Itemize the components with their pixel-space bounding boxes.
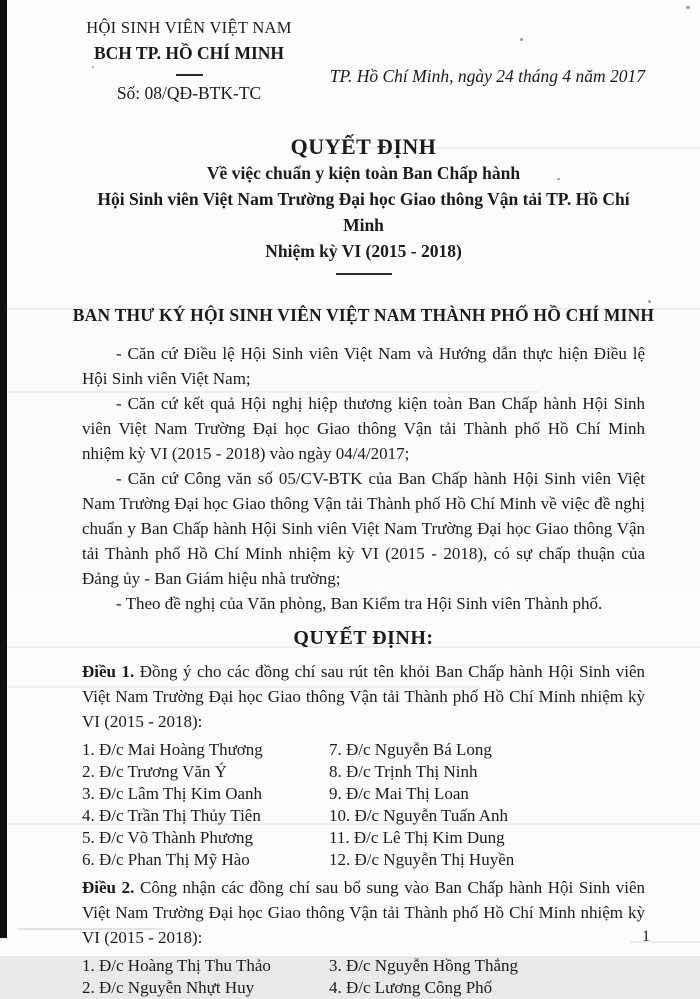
- preamble-clause: - Căn cứ Công văn số 05/CV-BTK của Ban Chấp hành Hội Sinh viên Việt Nam Trường Đại học Giao thông Vận tải Thành phố Hồ Chí Minh về việc đề nghị chuẩn y Ban Chấp hành Hội Sinh viên Việt Nam Trường Đại học Giao thông Vận tải Thành phố Hồ Chí Minh nhiệm kỳ VI (2015 - 2018), có sự chấp thuận của Đảng ủy - Ban Giám hiệu nhà trường;: [82, 469, 645, 588]
- issuing-org-block: [60, 18, 318, 104]
- preamble-clause: - Theo đề nghị của Văn phòng, Ban Kiểm tra Hội Sinh viên Thành phố.: [116, 594, 603, 613]
- list-item: 4. Đ/c Lương Công Phố: [329, 978, 493, 997]
- name-list-right-column: [329, 739, 514, 871]
- list-item: 2. Đ/c Nguyễn Nhựt Huy: [82, 978, 255, 997]
- article-2-body: Công nhận các đồng chí sau bổ sung vào Ban Chấp hành Hội Sinh viên Việt Nam Trường Đại học Giao thông Vận tải Thành phố Hồ Chí Minh nhiệm kỳ VI (2015 - 2018):: [82, 878, 646, 947]
- list-item: 3. Đ/c Nguyễn Hồng Thắng: [329, 956, 519, 975]
- preamble-section: [82, 341, 645, 616]
- list-item: 11. Đ/c Lê Thị Kim Dung: [329, 828, 505, 847]
- title-term-line: Nhiệm kỳ VI (2015 - 2018): [265, 241, 462, 261]
- scan-artifact-line: [0, 823, 700, 825]
- decision-heading: QUYẾT ĐỊNH:: [293, 627, 434, 649]
- article-1-label: Điều 1.: [82, 662, 135, 681]
- list-item: 3. Đ/c Lâm Thị Kim Oanh: [82, 784, 263, 803]
- preamble-clause: - Căn cứ Điều lệ Hội Sinh viên Việt Nam và Hướng dẫn thực hiện Điều lệ Hội Sinh viên Việt Nam;: [82, 344, 645, 388]
- org-name: HỘI SINH VIÊN VIỆT NAM: [86, 18, 292, 37]
- document-number: Số: 08/QĐ-BTK-TC: [116, 83, 262, 103]
- list-item: 6. Đ/c Phan Thị Mỹ Hào: [82, 850, 250, 869]
- place-date-line: TP. Hồ Chí Minh, ngày 24 tháng 4 năm 2017: [329, 66, 645, 86]
- scan-artifact-line: [300, 147, 700, 149]
- list-item: 12. Đ/c Nguyễn Thị Huyền: [329, 850, 515, 869]
- document-title: QUYẾT ĐỊNH: [290, 134, 437, 159]
- header-divider-rule: [176, 74, 203, 76]
- article-2: [82, 875, 645, 999]
- article-1-body: Đồng ý cho các đồng chí sau rút tên khỏi Ban Chấp hành Hội Sinh viên Việt Nam Trường Đại học Giao thông Vận tải Thành phố Hồ Chí Minh nhiệm kỳ VI (2015 - 2018):: [82, 662, 645, 731]
- name-list-right-column: [329, 955, 518, 999]
- scan-artifact-line: [630, 941, 700, 943]
- scan-speck: [557, 178, 560, 180]
- scan-artifact-line: [18, 928, 163, 930]
- issuing-authority-heading: BAN THƯ KÝ HỘI SINH VIÊN VIỆT NAM THÀNH PHỐ HỒ CHÍ MINH: [72, 305, 655, 325]
- scan-speck: [686, 6, 690, 9]
- org-branch: BCH TP. HỒ CHÍ MINH: [93, 43, 285, 63]
- title-block: [82, 134, 645, 275]
- article-2-text: [82, 875, 645, 950]
- scan-artifact-line: [0, 686, 480, 688]
- preamble-clause: - Căn cứ kết quả Hội nghị hiệp thương kiện toàn Ban Chấp hành Hội Sinh viên Việt Nam Trường Đại học Giao thông Vận tải Thành phố Hồ Chí Minh nhiệm kỳ VI (2015 - 2018) vào ngày 04/4/2017;: [82, 394, 645, 463]
- name-list-left-column: [82, 955, 329, 999]
- scan-artifact-line: [0, 646, 700, 648]
- article-1-name-list: [82, 739, 645, 871]
- article-1: [82, 659, 645, 871]
- list-item: 7. Đ/c Nguyễn Bá Long: [329, 740, 492, 759]
- document-header: [60, 14, 645, 124]
- scan-artifact-line: [0, 391, 540, 393]
- list-item: 1. Đ/c Mai Hoàng Thương: [82, 740, 263, 759]
- list-item: 10. Đ/c Nguyễn Tuấn Anh: [329, 806, 508, 825]
- list-item: 8. Đ/c Trịnh Thị Ninh: [329, 762, 478, 781]
- list-item: 2. Đ/c Trương Văn Ý: [82, 762, 227, 781]
- title-subject-line1: Về việc chuẩn y kiện toàn Ban Chấp hành: [206, 163, 521, 183]
- article-1-text: [82, 659, 645, 734]
- article-2-name-list: [82, 955, 645, 999]
- scan-speck: [648, 300, 651, 303]
- title-divider-rule: [336, 273, 392, 275]
- list-item: 4. Đ/c Trần Thị Thủy Tiên: [82, 806, 261, 825]
- scan-speck: [232, 172, 234, 174]
- title-subject-line2: Hội Sinh viên Việt Nam Trường Đại học Giao thông Vận tải TP. Hồ Chí Minh: [97, 189, 630, 235]
- list-item: 5. Đ/c Võ Thành Phương: [82, 828, 254, 847]
- scan-edge-strip: [0, 0, 7, 938]
- name-list-left-column: [82, 739, 329, 871]
- list-item: 9. Đ/c Mai Thị Loan: [329, 784, 469, 803]
- list-item: 1. Đ/c Hoàng Thị Thu Thảo: [82, 956, 271, 975]
- page-number: 1: [642, 928, 650, 945]
- article-2-label: Điều 2.: [82, 878, 135, 897]
- scan-artifact-line: [0, 308, 700, 310]
